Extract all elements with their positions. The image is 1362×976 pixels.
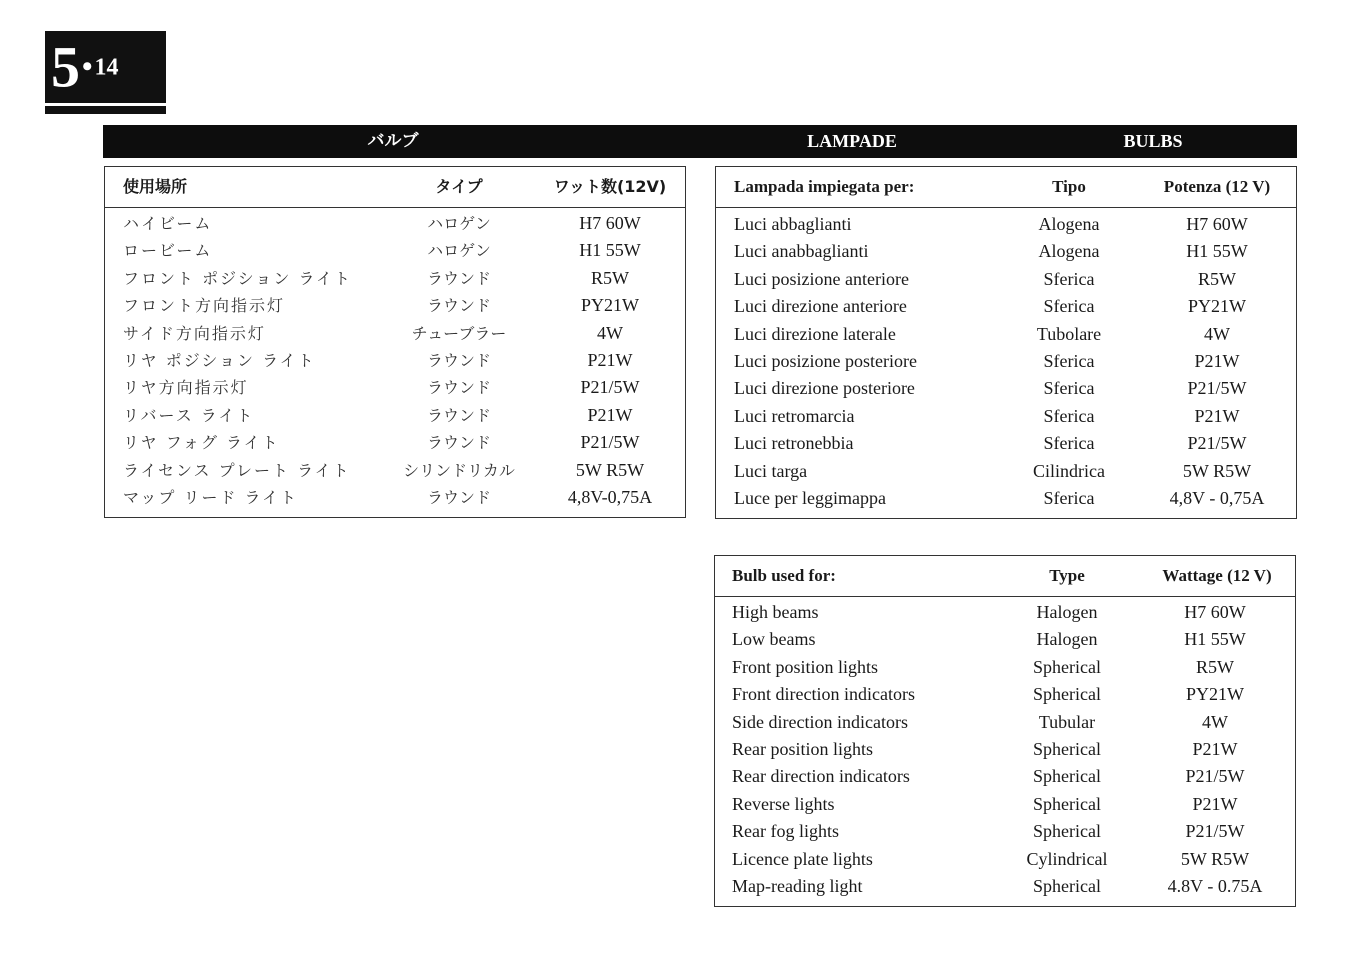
table-row — [716, 293, 1296, 320]
cell-location: フロント方向指示灯 — [123, 296, 286, 316]
cell-wattage: PY21W — [1186, 684, 1244, 705]
cell-type: Spherical — [1033, 876, 1101, 896]
cell-wattage: P21/5W — [1185, 821, 1245, 842]
cell-wattage: 4.8V - 0.75A — [1167, 876, 1263, 896]
cell-location: Reverse lights — [732, 793, 835, 814]
cell-type: Sferica — [1043, 433, 1095, 454]
cell-type: ラウンド — [426, 378, 492, 398]
column-header-type: Type — [1049, 566, 1085, 585]
cell-wattage: P21W — [1194, 405, 1240, 426]
cell-type: Cylindrical — [1026, 848, 1108, 869]
cell-type: ラウンド — [426, 296, 492, 316]
table-row — [716, 403, 1296, 430]
table-row — [716, 430, 1296, 457]
header-english: BULBS — [1123, 131, 1183, 151]
table-row — [716, 458, 1296, 485]
cell-location: リヤ ポジション ライト — [123, 351, 316, 370]
table-row — [105, 457, 685, 484]
cell-location: Rear direction indicators — [732, 766, 910, 787]
cell-type: Sferica — [1043, 268, 1095, 289]
cell-type: ラウンド — [426, 351, 492, 370]
cell-wattage: P21/5W — [1187, 378, 1247, 399]
cell-location: Luci abbaglianti — [734, 214, 852, 234]
cell-location: Luci posizione posteriore — [734, 351, 917, 371]
column-header-location: Bulb used for: — [732, 566, 836, 585]
cell-type: ラウンド — [426, 268, 492, 288]
cell-type: Halogen — [1036, 602, 1098, 622]
cell-location: Luci direzione laterale — [734, 323, 896, 344]
column-header-wattage: Wattage (12 V) — [1162, 566, 1272, 585]
column-header-type: タイプ — [435, 177, 483, 196]
cell-location: Rear position lights — [732, 739, 873, 759]
english-bulb-table — [714, 555, 1296, 907]
table-row — [105, 374, 685, 401]
cell-type: チューブラー — [411, 323, 507, 343]
cell-type: Spherical — [1033, 821, 1101, 842]
cell-wattage: 4W — [1202, 711, 1228, 732]
cell-type: Spherical — [1033, 766, 1101, 787]
cell-type: Tubular — [1038, 711, 1096, 732]
cell-wattage: P21/5W — [580, 432, 640, 453]
cell-type: Sferica — [1043, 405, 1095, 426]
cell-wattage: 4W — [597, 322, 623, 343]
cell-wattage: P21W — [1192, 793, 1238, 814]
table-row — [716, 211, 1296, 238]
cell-type: Sferica — [1043, 296, 1095, 317]
table-row — [716, 485, 1296, 512]
cell-wattage: R5W — [1196, 656, 1234, 677]
cell-location: Luci posizione anteriore — [734, 268, 909, 289]
table-row — [715, 709, 1295, 736]
cell-wattage: H7 60W — [579, 213, 641, 233]
cell-wattage: R5W — [591, 267, 629, 288]
cell-wattage: P21/5W — [580, 377, 640, 398]
cell-type: Spherical — [1033, 656, 1101, 677]
table-row — [105, 265, 685, 292]
cell-wattage: 5W R5W — [575, 459, 645, 480]
table-row — [716, 348, 1296, 375]
cell-location: Front direction indicators — [732, 684, 915, 705]
cell-wattage: 5W R5W — [1180, 848, 1250, 869]
cell-type: シリンドリカル — [403, 460, 515, 480]
table-header — [715, 556, 1295, 597]
cell-wattage: 4W — [1204, 323, 1230, 344]
cell-location: Low beams — [732, 629, 816, 650]
cell-wattage: 4,8V-0,75A — [567, 487, 653, 507]
table-row — [716, 266, 1296, 293]
cell-location: High beams — [732, 602, 819, 622]
cell-location: フロント ポジション ライト — [123, 268, 352, 288]
table-row — [715, 599, 1295, 626]
header-italian: LAMPADE — [807, 131, 897, 151]
table-row — [716, 238, 1296, 265]
cell-type: Alogena — [1038, 241, 1100, 262]
cell-location: Luci targa — [734, 460, 808, 481]
cell-wattage: P21W — [587, 404, 633, 425]
table-row — [715, 626, 1295, 653]
cell-location: Luce per leggimappa — [734, 488, 886, 508]
cell-type: ラウンド — [426, 488, 492, 507]
cell-location: Front position lights — [732, 656, 879, 677]
cell-wattage: R5W — [1198, 268, 1236, 289]
cell-wattage: P21W — [1194, 351, 1240, 371]
table-row — [105, 320, 685, 347]
table-row — [105, 484, 685, 511]
table-row — [715, 654, 1295, 681]
page-number: 14 — [94, 54, 119, 81]
table-row — [715, 873, 1295, 900]
cell-location: ロービーム — [123, 241, 213, 261]
japanese-bulb-table — [104, 166, 686, 518]
cell-type: Spherical — [1033, 739, 1101, 759]
badge-underline — [45, 106, 166, 114]
cell-wattage: H7 60W — [1184, 602, 1246, 622]
cell-type: ラウンド — [426, 433, 492, 453]
cell-wattage: H1 55W — [579, 240, 641, 261]
cell-wattage: H7 60W — [1186, 214, 1248, 234]
cell-location: リバース ライト — [123, 405, 255, 425]
italian-bulb-table — [715, 166, 1297, 519]
cell-wattage: PY21W — [581, 295, 639, 316]
table-row — [715, 763, 1295, 790]
cell-type: Sferica — [1043, 378, 1095, 399]
cell-type: Spherical — [1033, 684, 1101, 705]
cell-wattage: H1 55W — [1184, 629, 1246, 650]
section-header-bar — [103, 125, 1297, 158]
cell-type: Tubolare — [1036, 323, 1102, 344]
table-row — [716, 321, 1296, 348]
cell-location: Luci retromarcia — [734, 405, 855, 426]
table-header — [105, 167, 685, 208]
cell-type: Halogen — [1036, 629, 1098, 650]
cell-wattage: 4,8V - 0,75A — [1169, 488, 1265, 508]
cell-wattage: P21W — [1192, 739, 1238, 759]
cell-location: マップ リード ライト — [123, 488, 299, 507]
cell-type: ハロゲン — [427, 241, 491, 261]
cell-location: Luci direzione posteriore — [734, 378, 915, 399]
table-row — [105, 292, 685, 319]
column-header-wattage: ワット数(12V) — [553, 177, 667, 196]
section-number: 5 — [51, 34, 80, 100]
table-row — [715, 681, 1295, 708]
cell-location: リヤ フォグ ライト — [123, 433, 280, 453]
table-row — [715, 791, 1295, 818]
column-header-wattage: Potenza (12 V) — [1163, 177, 1271, 196]
cell-type: Sferica — [1043, 351, 1095, 371]
section-separator: • — [82, 50, 93, 84]
cell-type: Alogena — [1038, 214, 1100, 234]
column-header-location: 使用場所 — [123, 177, 188, 196]
cell-type: Sferica — [1043, 488, 1095, 508]
cell-type: ラウンド — [426, 405, 492, 425]
cell-type: Cilindrica — [1033, 460, 1105, 481]
cell-location: Licence plate lights — [732, 848, 873, 869]
cell-location: ハイビーム — [123, 214, 213, 233]
table-row — [105, 402, 685, 429]
header-japanese: バルブ — [367, 131, 419, 151]
cell-wattage: 5W R5W — [1182, 460, 1252, 481]
cell-location: ライセンス プレート ライト — [123, 460, 351, 480]
table-row — [715, 736, 1295, 763]
table-row — [715, 846, 1295, 873]
table-row — [105, 429, 685, 456]
cell-wattage: PY21W — [1188, 296, 1246, 317]
cell-wattage: H1 55W — [1186, 241, 1248, 262]
column-header-location: Lampada impiegata per: — [734, 177, 915, 196]
table-row — [105, 210, 685, 237]
cell-wattage: P21/5W — [1185, 766, 1245, 787]
column-header-type: Tipo — [1052, 177, 1086, 196]
cell-type: Spherical — [1033, 793, 1101, 814]
table-row — [105, 347, 685, 374]
cell-location: Luci anabbaglianti — [734, 241, 869, 262]
cell-location: Side direction indicators — [732, 711, 908, 732]
cell-location: Map-reading light — [732, 876, 863, 896]
cell-type: ハロゲン — [427, 214, 491, 233]
section-badge — [45, 31, 166, 103]
table-header — [716, 167, 1296, 208]
table-row — [716, 375, 1296, 402]
cell-location: Luci direzione anteriore — [734, 296, 907, 317]
cell-location: リヤ方向指示灯 — [123, 378, 249, 398]
cell-location: サイド方向指示灯 — [123, 323, 266, 343]
cell-location: Rear fog lights — [732, 821, 839, 842]
table-row — [715, 818, 1295, 845]
cell-location: Luci retronebbia — [734, 433, 854, 454]
cell-wattage: P21/5W — [1187, 433, 1247, 454]
cell-wattage: P21W — [587, 350, 633, 370]
table-row — [105, 237, 685, 264]
